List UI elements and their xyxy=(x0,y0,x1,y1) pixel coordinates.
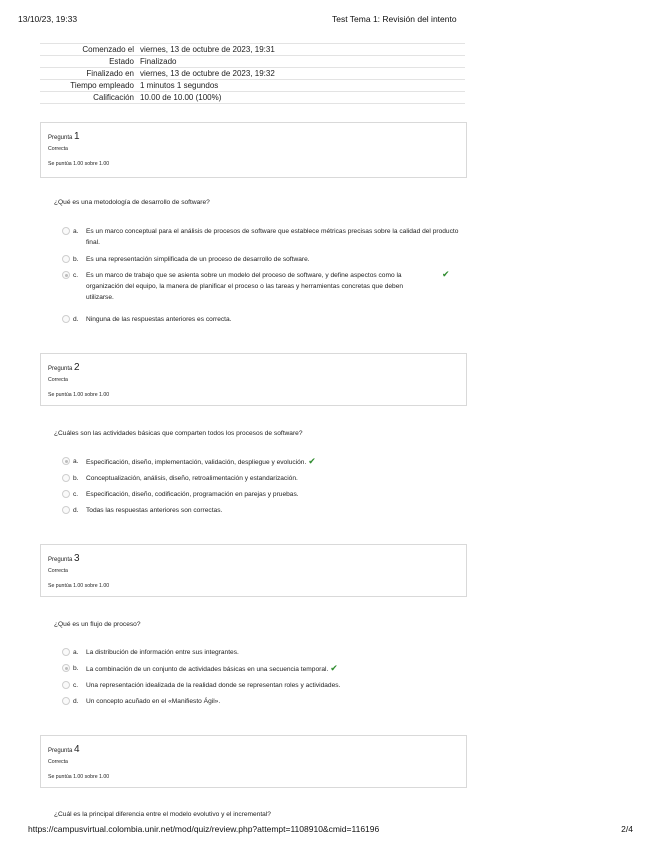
print-title: Test Tema 1: Revisión del intento xyxy=(332,14,457,24)
radio-button-selected[interactable] xyxy=(62,271,70,279)
answer-letter: c. xyxy=(73,491,79,498)
summary-row xyxy=(40,92,465,104)
answer-text: Un concepto acuñado en el «Manifiesto Ágil». xyxy=(86,698,221,705)
question-info-box xyxy=(40,353,467,406)
answer-text: La distribución de información entre sus integrantes. xyxy=(86,649,239,656)
question-info-box xyxy=(40,735,467,788)
question-state: Correcta xyxy=(48,568,68,574)
radio-button[interactable] xyxy=(62,506,70,514)
correct-check-icon: ✔ xyxy=(308,456,316,466)
answer-letter: d. xyxy=(73,507,79,514)
summary-value: Finalizado xyxy=(140,56,465,68)
radio-button[interactable] xyxy=(62,681,70,689)
radio-button[interactable] xyxy=(62,490,70,498)
question-state: Correcta xyxy=(48,377,68,383)
answer-option-selected[interactable] xyxy=(62,456,462,468)
question-info-box xyxy=(40,122,467,178)
summary-row xyxy=(40,56,465,68)
question-grade: Se puntúa 1.00 sobre 1.00 xyxy=(48,774,110,780)
answer-option[interactable] xyxy=(62,254,462,265)
answer-text: Es un marco de trabajo que se asienta sobre un modelo del proceso de software, y define aspectos como la organización del equipo, la manera de planificar el proceso o las tareas y herramientas concretas que deben utilizarse. xyxy=(86,272,404,301)
radio-button[interactable] xyxy=(62,255,70,263)
summary-row xyxy=(40,68,465,80)
answer-letter: a. xyxy=(73,228,79,235)
summary-value: viernes, 13 de octubre de 2023, 19:31 xyxy=(140,44,465,56)
answer-option[interactable] xyxy=(62,680,462,691)
answer-letter: b. xyxy=(73,256,79,263)
answer-text: Es una representación simplificada de un proceso de desarrollo de software. xyxy=(86,256,310,263)
summary-row xyxy=(40,80,465,92)
summary-label: Calificación xyxy=(40,92,140,104)
radio-button[interactable] xyxy=(62,227,70,235)
question-text: ¿Cuál es la principal diferencia entre el modelo evolutivo y el incremental? xyxy=(54,811,271,818)
radio-button[interactable] xyxy=(62,648,70,656)
radio-button-selected[interactable] xyxy=(62,664,70,672)
print-header xyxy=(18,14,637,28)
question-state: Correcta xyxy=(48,759,68,765)
answer-option[interactable] xyxy=(62,647,462,658)
summary-row xyxy=(40,44,465,56)
answer-text: Ninguna de las respuestas anteriores es correcta. xyxy=(86,316,232,323)
answer-option[interactable] xyxy=(62,696,462,707)
answer-letter: a. xyxy=(73,649,79,656)
page-url: https://campusvirtual.colombia.unir.net/mod/quiz/review.php?attempt=1108910&cmid=116196 xyxy=(28,824,380,834)
answer-text: Una representación idealizada de la realidad donde se representan roles y actividades. xyxy=(86,682,341,689)
answer-option[interactable] xyxy=(62,314,462,325)
radio-button[interactable] xyxy=(62,315,70,323)
answer-text: Especificación, diseño, implementación, validación, despliegue y evolución. ✔ xyxy=(86,456,316,466)
answer-letter: d. xyxy=(73,316,79,323)
answer-text: Es un marco conceptual para el análisis de procesos de software que establece métricas precisas sobre la calidad del producto final. xyxy=(86,228,459,246)
answer-letter: a. xyxy=(73,458,79,465)
summary-value: viernes, 13 de octubre de 2023, 19:32 xyxy=(140,68,465,80)
question-number: Pregunta 4 xyxy=(48,744,80,755)
question-info-box xyxy=(40,544,467,597)
answer-option[interactable] xyxy=(62,505,462,516)
answer-option[interactable] xyxy=(62,226,462,248)
summary-label: Comenzado el xyxy=(40,44,140,56)
page-number: 2/4 xyxy=(621,824,633,834)
print-date: 13/10/23, 19:33 xyxy=(18,14,78,24)
radio-button-selected[interactable] xyxy=(62,457,70,465)
radio-button[interactable] xyxy=(62,474,70,482)
answer-text: Especificación, diseño, codificación, programación en parejas y pruebas. xyxy=(86,491,299,498)
answer-letter: d. xyxy=(73,698,79,705)
answer-text: La combinación de un conjunto de actividades básicas en una secuencia temporal. ✔ xyxy=(86,663,338,673)
summary-value: 1 minutos 1 segundos xyxy=(140,80,465,92)
summary-label: Finalizado en xyxy=(40,68,140,80)
question-text: ¿Cuáles son las actividades básicas que comparten todos los procesos de software? xyxy=(54,430,303,437)
question-number: Pregunta 2 xyxy=(48,362,80,373)
question-grade: Se puntúa 1.00 sobre 1.00 xyxy=(48,392,110,398)
answer-option-selected[interactable] xyxy=(62,663,462,675)
summary-value: 10.00 de 10.00 (100%) xyxy=(140,92,465,104)
summary-label: Tiempo empleado xyxy=(40,80,140,92)
correct-check-icon: ✔ xyxy=(442,269,450,279)
answer-letter: c. xyxy=(73,272,79,279)
summary-label: Estado xyxy=(40,56,140,68)
answer-letter: b. xyxy=(73,475,79,482)
attempt-summary-table xyxy=(40,43,465,104)
answer-letter: c. xyxy=(73,682,79,689)
question-grade: Se puntúa 1.00 sobre 1.00 xyxy=(48,161,110,167)
question-text: ¿Qué es un flujo de proceso? xyxy=(54,621,141,628)
question-grade: Se puntúa 1.00 sobre 1.00 xyxy=(48,583,110,589)
question-state: Correcta xyxy=(48,146,68,152)
answer-letter: b. xyxy=(73,665,79,672)
question-number: Pregunta 3 xyxy=(48,553,80,564)
answer-text: Todas las respuestas anteriores son correctas. xyxy=(86,507,223,514)
answer-text: Conceptualización, análisis, diseño, retroalimentación y estandarización. xyxy=(86,475,298,482)
answer-option[interactable] xyxy=(62,489,462,500)
question-text: ¿Qué es una metodología de desarrollo de software? xyxy=(54,199,210,206)
answer-option-selected[interactable] xyxy=(62,270,462,303)
correct-check-icon: ✔ xyxy=(330,663,338,673)
radio-button[interactable] xyxy=(62,697,70,705)
question-number: Pregunta 1 xyxy=(48,131,80,142)
answer-option[interactable] xyxy=(62,473,462,484)
